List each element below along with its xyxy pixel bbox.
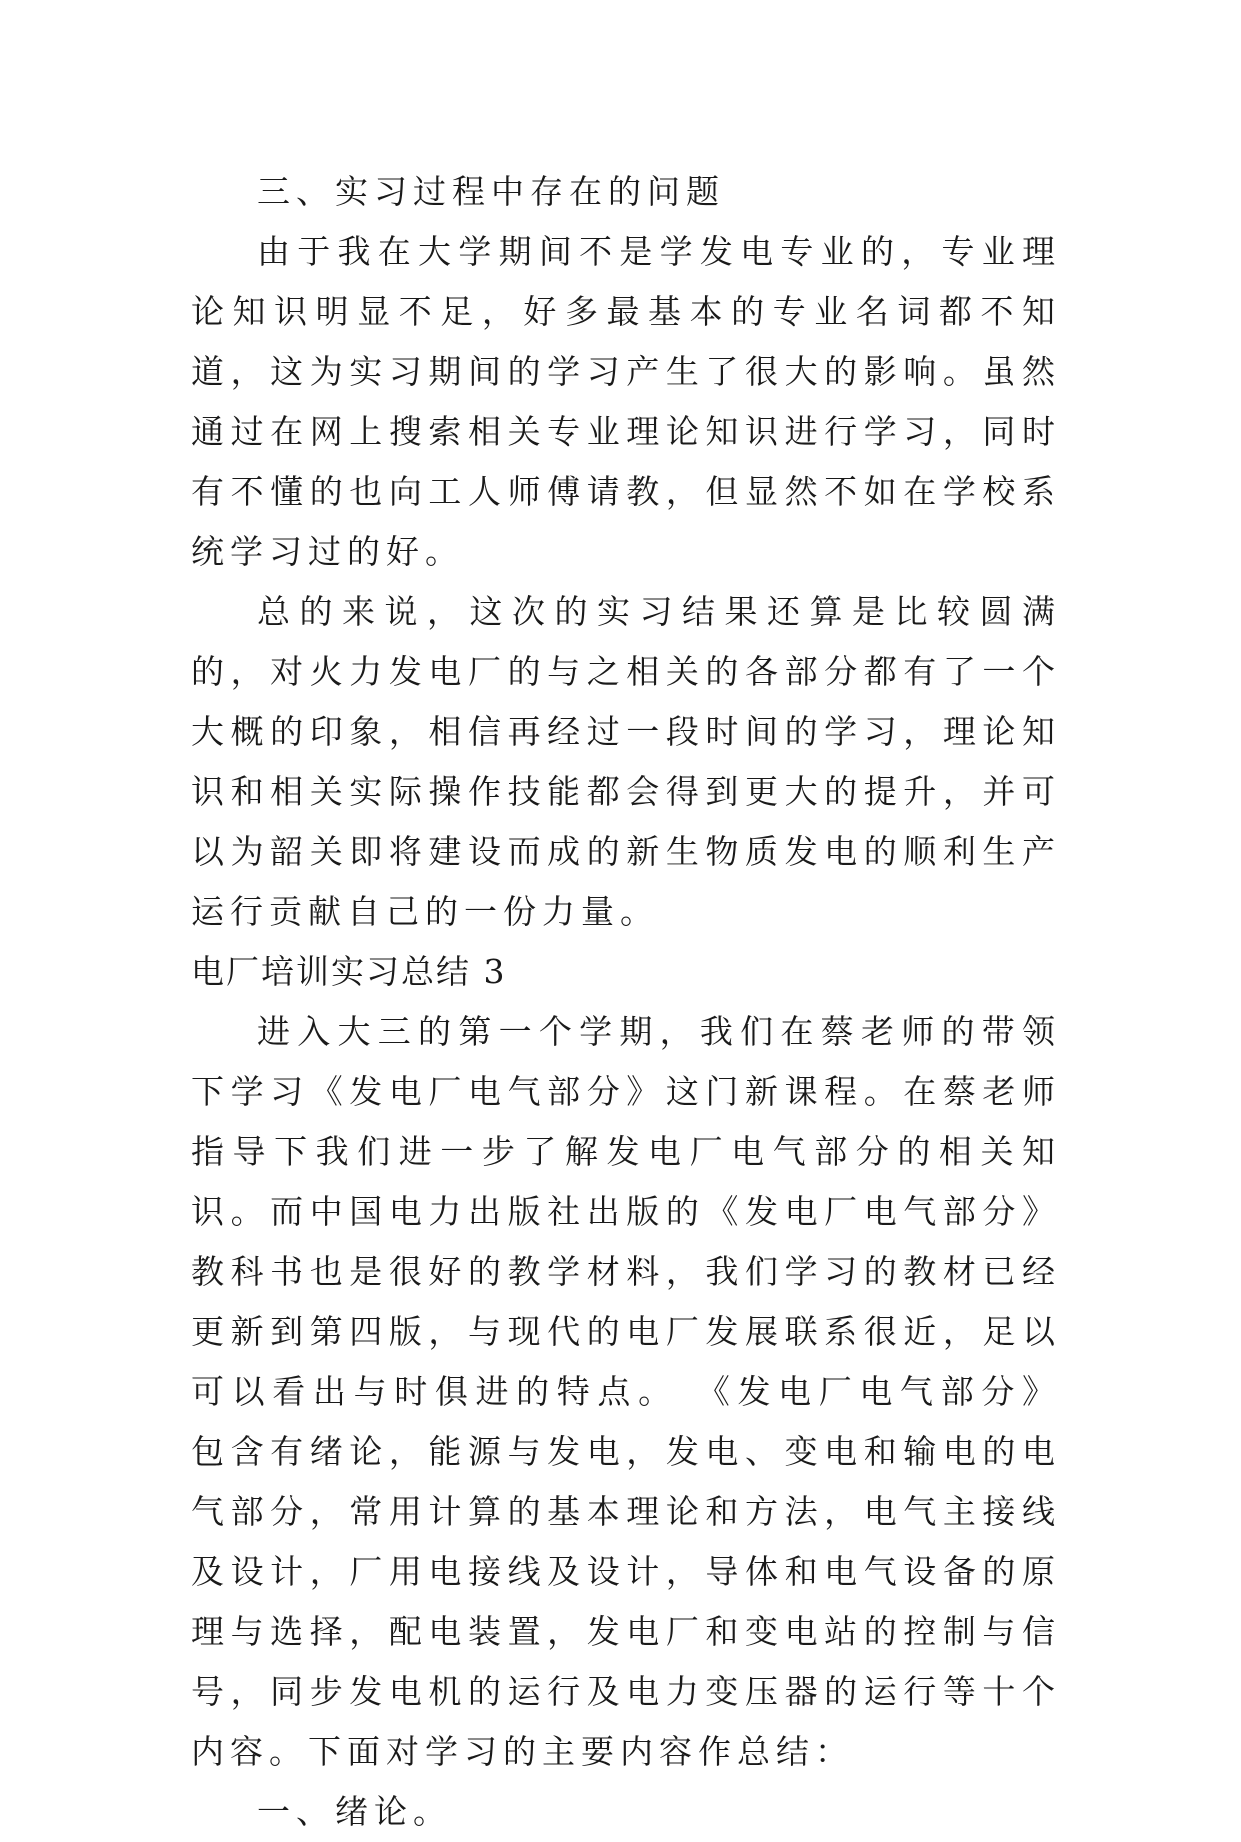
section-heading-intro: 一、绪论。 (257, 1792, 452, 1831)
paragraph-summary: 总的来说，这次的实习结果还算是比较圆满的，对火力发电厂的与之相关的各部分都有了一个大概的印象，相信再经过一段时间的学习，理论知识和相关实际操作技能都会得到更大的提升，并可以为韶关即将建设而成的新生物质发电的顺利生产运行贡献自己的一份力量。 (191, 592, 1061, 931)
paragraph-course-intro: 进入大三的第一个学期，我们在蔡老师的带领下学习《发电厂电气部分》这门新课程。在蔡老师指导下我们进一步了解发电厂电气部分的相关知识。而中国电力出版社出版的《发电厂电气部分》教科书也是很好的教学材料，我们学习的教材已经更新到第四版，与现代的电厂发展联系很近，足以可以看出与时俱进的特点。 《发电厂电气部分》包含有绪论，能源与发电，发电、变电和输电的电气部分，常用计算的基本理论和方法，电气主接线及设计，厂用电接线及设计，导体和电气设备的原理与选择，配电装置，发电厂和变电站的控制与信号，同步发电机的运行及电力变压器的运行等十个内容。下面对学习的主要内容作总结： (191, 1012, 1061, 1771)
document-title-3: 电厂培训实习总结 3 (191, 952, 507, 991)
paragraph-problems: 由于我在大学期间不是学发电专业的，专业理论知识明显不足，好多最基本的专业名词都不知道，这为实习期间的学习产生了很大的影响。虽然通过在网上搜索相关专业理论知识进行学习，同时有不懂的也向工人师傅请教，但显然不如在学校系统学习过的好。 (191, 232, 1061, 571)
document-body (191, 162, 1061, 1842)
section-heading-problems: 三、实习过程中存在的问题 (257, 172, 725, 211)
